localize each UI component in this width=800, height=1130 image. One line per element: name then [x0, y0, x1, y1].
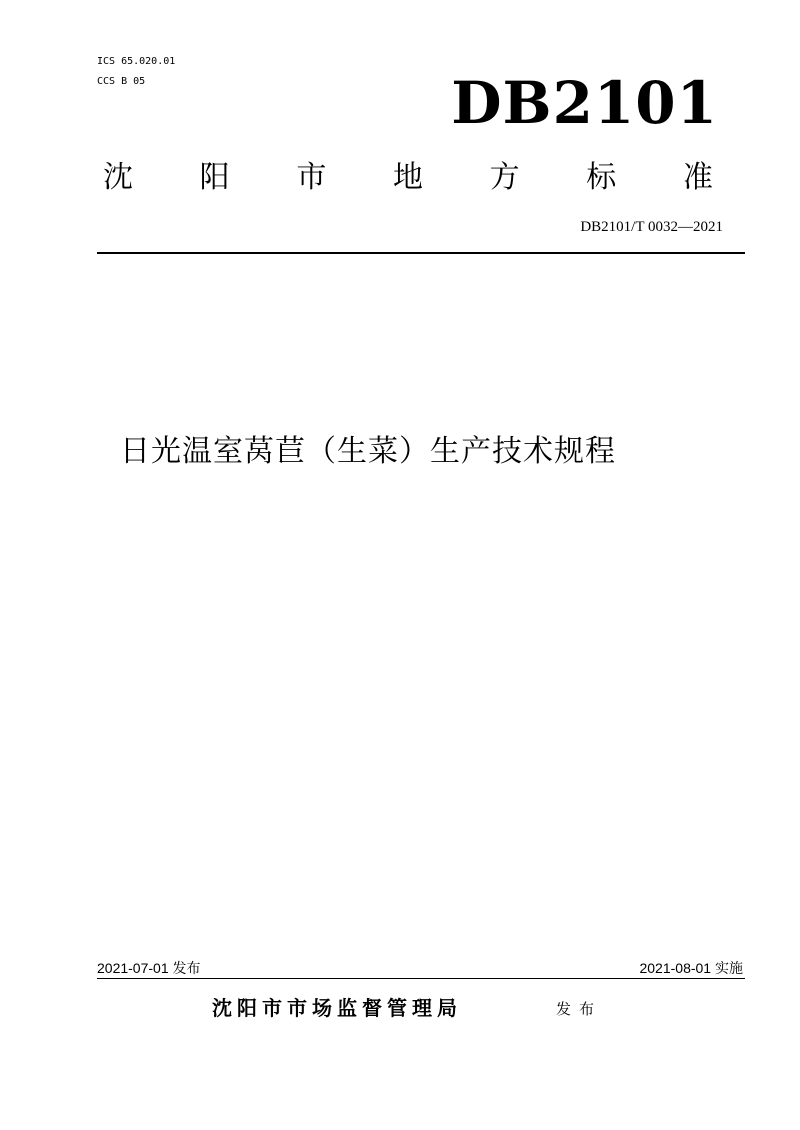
effective-date: 2021-08-01 实施: [639, 960, 743, 976]
ccs-code: CCS B 05: [97, 76, 146, 87]
footer-divider: [97, 978, 745, 979]
header-divider: [97, 252, 745, 254]
release-date: 2021-07-01 发布: [97, 960, 201, 976]
standard-type-char: 标: [586, 160, 617, 195]
standard-type-char: 地: [392, 160, 423, 195]
publish-label: 发布: [556, 1000, 603, 1018]
ics-code: ICS 65.020.01: [97, 56, 176, 67]
issuing-authority: 沈阳市市场监督管理局: [212, 996, 462, 1020]
standard-type-char: 方: [489, 160, 520, 195]
standard-type-char: 准: [682, 160, 713, 195]
document-title: 日光温室莴苣（生菜）生产技术规程: [120, 434, 616, 469]
standard-code: DB2101: [451, 69, 718, 137]
standard-type-char: 沈: [103, 160, 133, 195]
standard-number: DB2101/T 0032—2021: [580, 219, 723, 235]
standard-type-char: 阳: [199, 160, 230, 195]
standard-type-char: 市: [296, 160, 327, 195]
standard-type-heading: [103, 158, 713, 198]
